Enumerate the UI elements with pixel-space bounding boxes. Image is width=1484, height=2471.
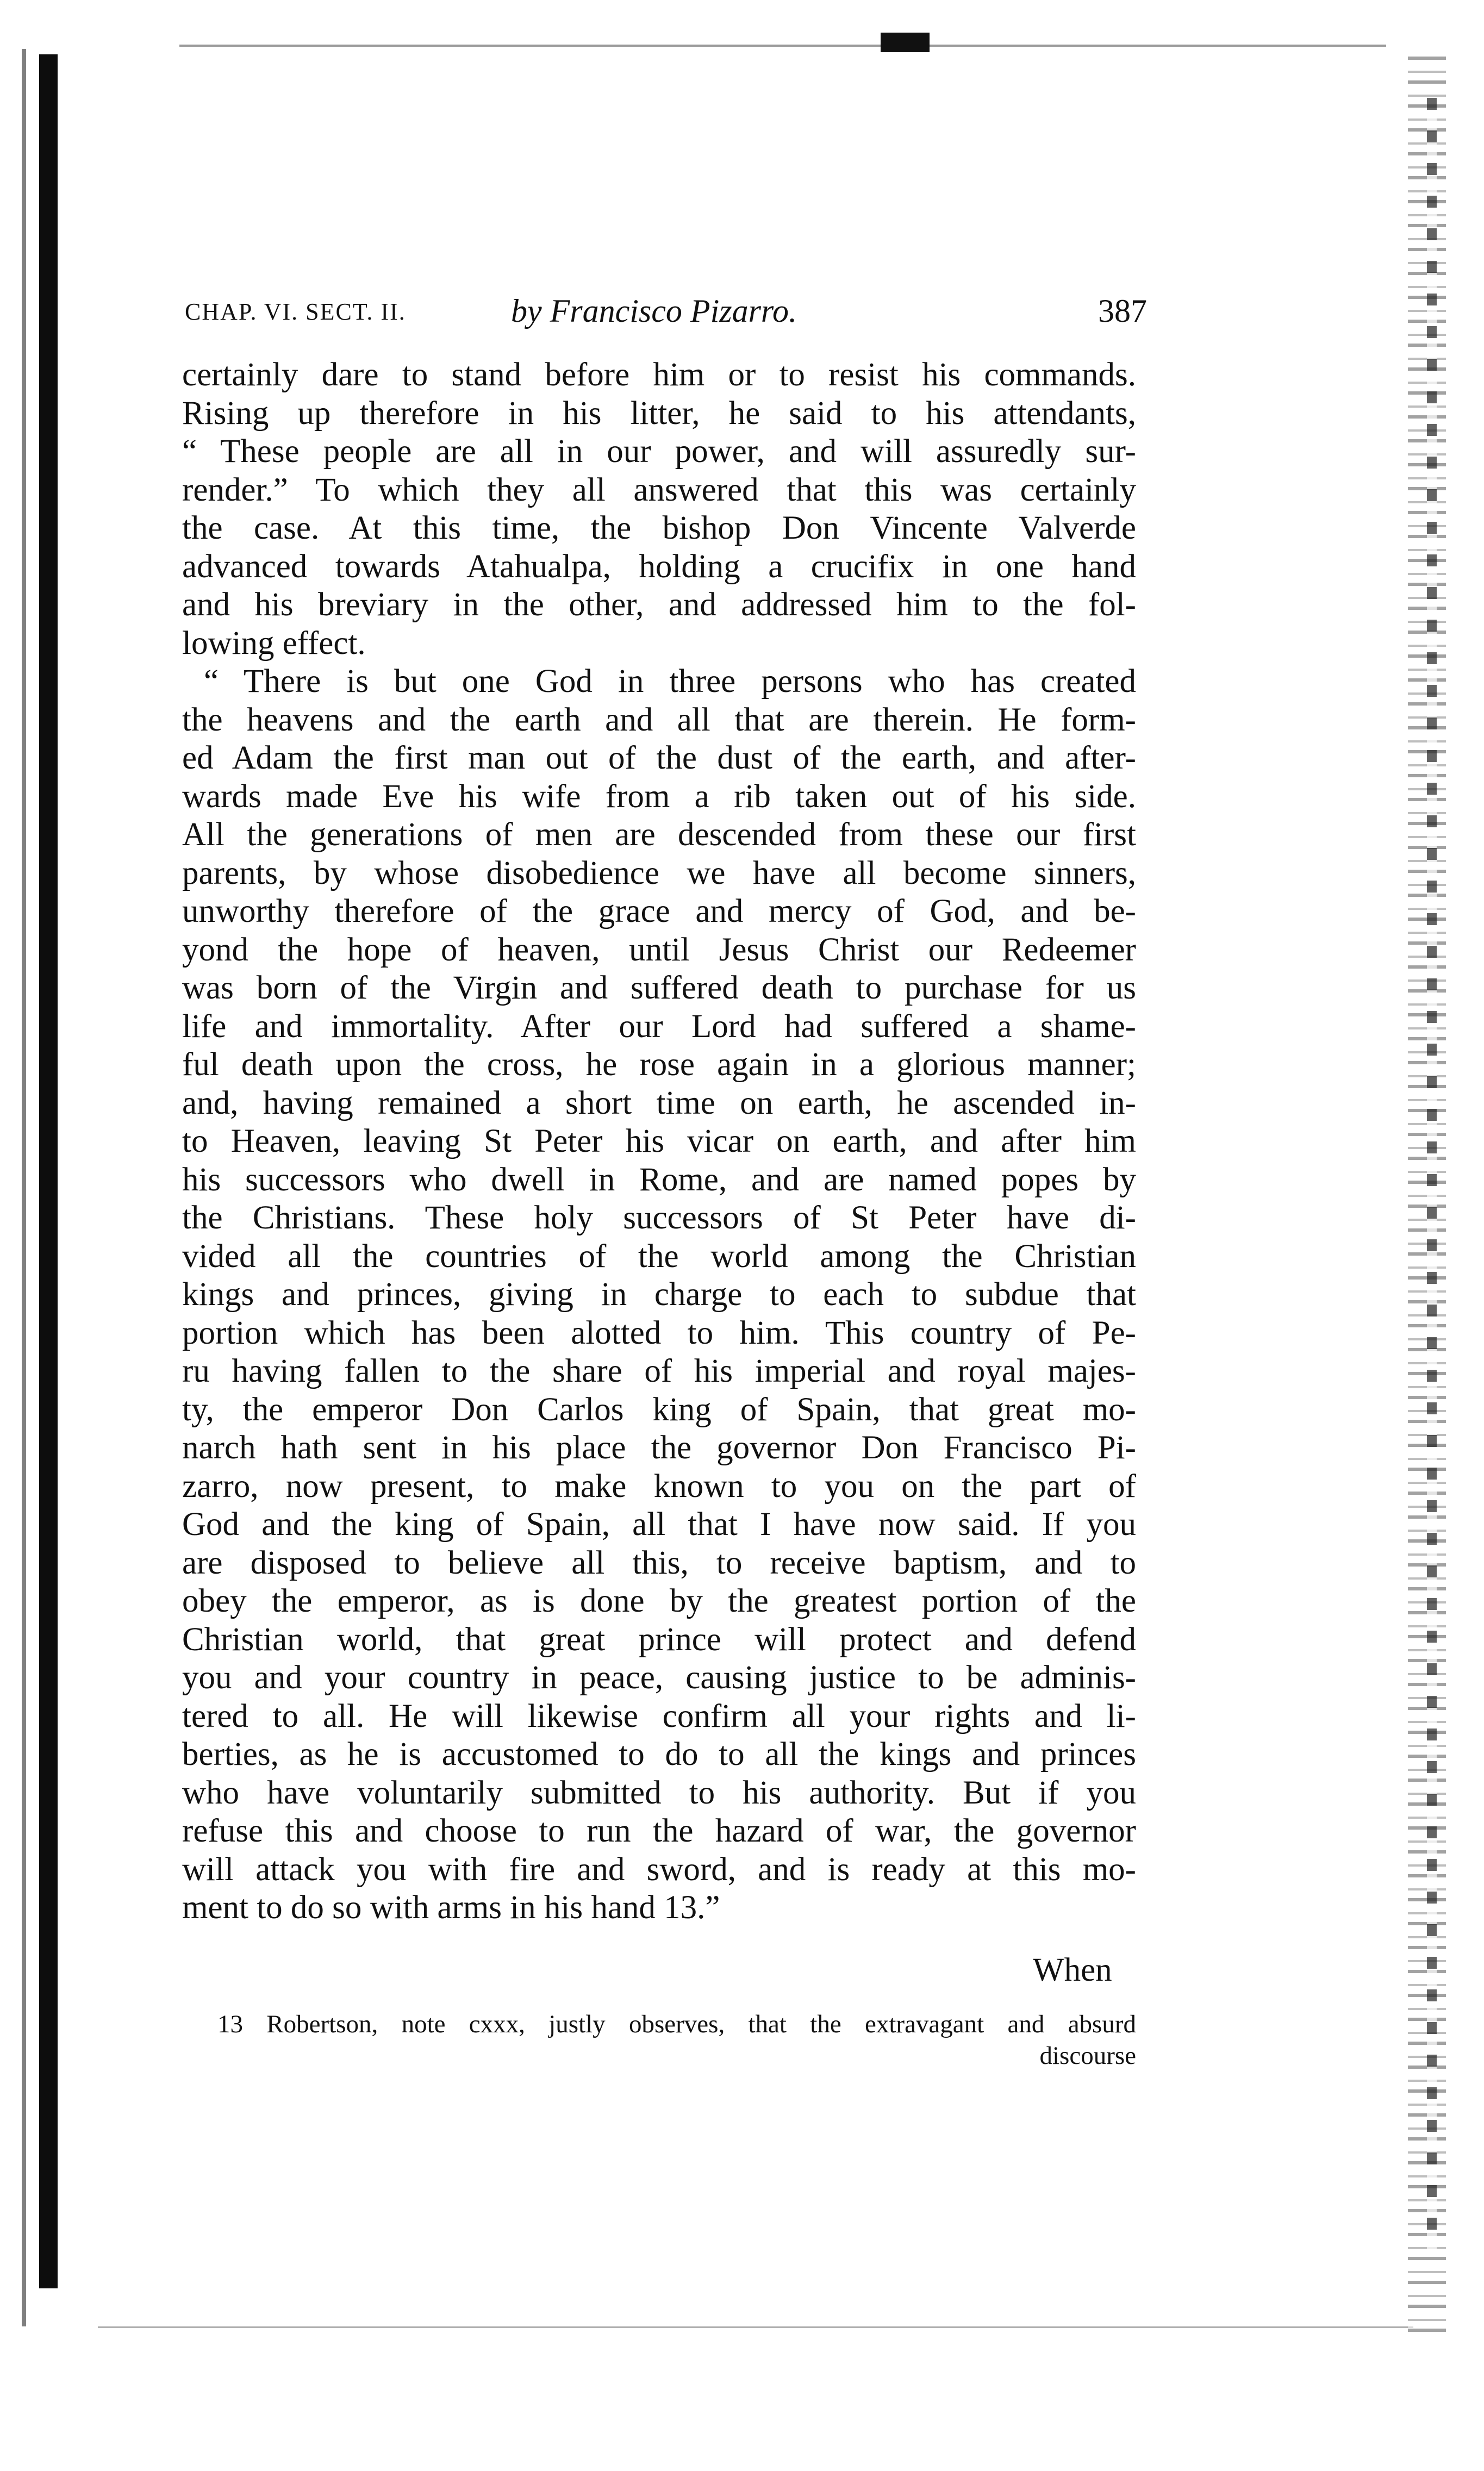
text-line: zarro, now present, to make known to you on the part of <box>182 1468 1136 1505</box>
text-line: Rising up therefore in his litter, he said to his attendants, <box>182 395 1136 432</box>
text-line: ful death upon the cross, he rose again in a glorious manner; <box>182 1046 1136 1083</box>
text-line: refuse this and choose to run the hazard of war, the governor <box>182 1813 1136 1849</box>
text-line: God and the king of Spain, all that I have now said. If you <box>182 1506 1136 1543</box>
text-line: tered to all. He will likewise confirm all your rights and li- <box>182 1698 1136 1734</box>
text-line: narch hath sent in his place the governor Don Francisco Pi- <box>182 1430 1136 1466</box>
text-line: the Christians. These holy successors of St Peter have di- <box>182 1200 1136 1236</box>
right-page-edge-marks <box>1427 98 1437 2250</box>
footnote-line: 13 Robertson, note cxxx, justly observes, that the extravagant and absurd <box>217 2010 1136 2038</box>
text-line: “ These people are all in our power, and will assuredly sur- <box>182 433 1136 470</box>
footnote <box>217 2008 1136 2071</box>
running-title: by Francisco Pizarro. <box>511 293 797 329</box>
text-line: advanced towards Atahualpa, holding a crucifix in one hand <box>182 548 1136 585</box>
binding-edge-shadow <box>22 49 26 2326</box>
text-line: his successors who dwell in Rome, and are named popes by <box>182 1161 1136 1198</box>
text-line: ed Adam the first man out of the dust of the earth, and after- <box>182 740 1136 776</box>
text-line: obey the emperor, as is done by the greatest portion of the <box>182 1583 1136 1619</box>
text-line: unworthy therefore of the grace and mercy of God, and be- <box>182 893 1136 929</box>
text-line: berties, as he is accustomed to do to all the kings and princes <box>182 1736 1136 1773</box>
text-line: wards made Eve his wife from a rib taken out of his side. <box>182 778 1136 815</box>
top-edge-rule <box>179 45 1386 47</box>
text-line: and, having remained a short time on earth, he ascended in- <box>182 1084 1136 1121</box>
text-line: was born of the Virgin and suffered death to purchase for us <box>182 970 1136 1006</box>
text-line: and his breviary in the other, and addressed him to the fol- <box>182 586 1136 623</box>
chapter-section-label: CHAP. VI. SECT. II. <box>185 298 406 325</box>
text-line: the case. At this time, the bishop Don Vincente Valverde <box>182 510 1136 546</box>
text-line: render.” To which they all answered that this was certainly <box>182 471 1136 508</box>
text-line: life and immortality. After our Lord had suffered a shame- <box>182 1008 1136 1045</box>
text-line: to Heaven, leaving St Peter his vicar on earth, and after him <box>182 1123 1136 1159</box>
top-edge-mark <box>881 33 930 52</box>
text-line: Christian world, that great prince will protect and defend <box>182 1621 1136 1658</box>
text-line: ru having fallen to the share of his imperial and royal majes- <box>182 1353 1136 1389</box>
text-line: ment to do so with arms in his hand 13.” <box>182 1889 720 1926</box>
bottom-edge-rule <box>98 2326 1413 2328</box>
text-line: ty, the emperor Don Carlos king of Spain, that great mo- <box>182 1391 1136 1428</box>
binding-edge <box>39 54 58 2288</box>
footnote-line: discourse <box>1039 2042 1136 2070</box>
text-line: yond the hope of heaven, until Jesus Christ our Redeemer <box>182 931 1136 968</box>
running-head <box>185 288 1147 332</box>
text-line: kings and princes, giving in charge to each to subdue that <box>182 1276 1136 1313</box>
text-line: the heavens and the earth and all that are therein. He form- <box>182 701 1136 738</box>
text-line: parents, by whose disobedience we have all become sinners, <box>182 854 1136 891</box>
catchword: When <box>1033 1952 1112 1988</box>
text-line: you and your country in peace, causing justice to be adminis- <box>182 1659 1136 1696</box>
text-line: All the generations of men are descended from these our first <box>182 816 1136 853</box>
text-line: portion which has been alotted to him. This country of Pe- <box>182 1314 1136 1351</box>
text-line: are disposed to believe all this, to receive baptism, and to <box>182 1544 1136 1581</box>
text-line: will attack you with fire and sword, and is ready at this mo- <box>182 1851 1136 1888</box>
body-text <box>182 356 1136 1927</box>
text-line: “ There is but one God in three persons who has created <box>204 663 1136 700</box>
text-line: lowing effect. <box>182 625 366 662</box>
text-line: who have voluntarily submitted to his authority. But if you <box>182 1774 1136 1811</box>
text-line: vided all the countries of the world among the Christian <box>182 1238 1136 1275</box>
text-line: certainly dare to stand before him or to resist his commands. <box>182 357 1136 393</box>
page-number: 387 <box>1098 293 1147 329</box>
